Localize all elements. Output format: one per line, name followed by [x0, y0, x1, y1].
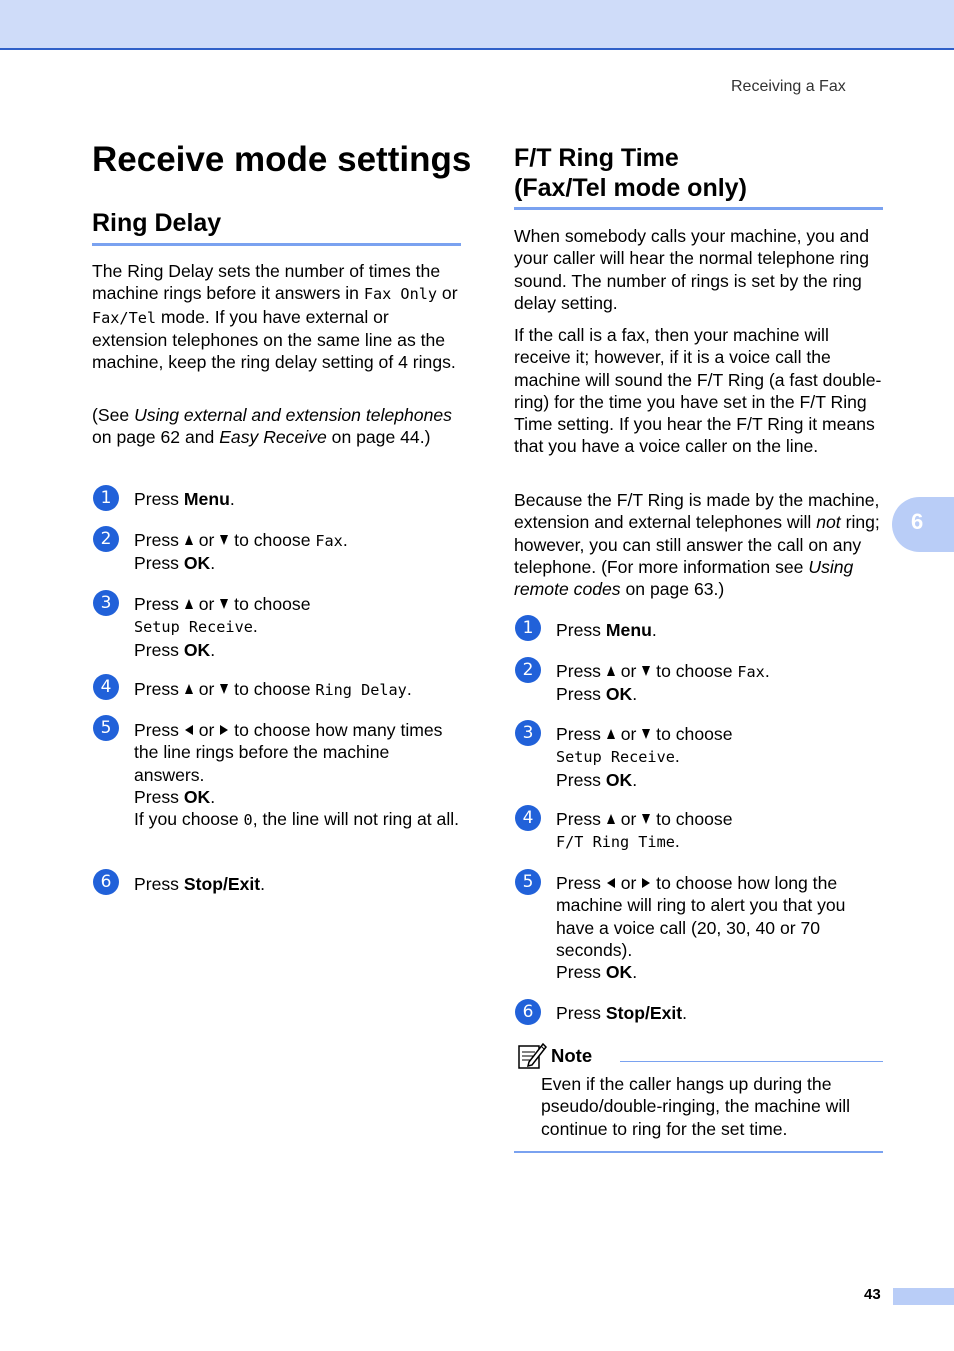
down-arrow-icon [642, 729, 650, 739]
step-label: or [615, 724, 642, 744]
step-label: Press [134, 639, 184, 660]
down-arrow-icon [642, 814, 650, 824]
cross-reference-link[interactable]: Easy Receive [219, 427, 327, 448]
step-label: Press [134, 489, 184, 509]
step-text [134, 593, 464, 661]
chapter-number: 6 [911, 509, 924, 534]
intro-text: or [437, 283, 458, 304]
up-arrow-icon [607, 814, 615, 824]
step-label: . [260, 874, 266, 894]
ok-key: OK [183, 786, 211, 807]
menu-value: Setup Receive [556, 748, 675, 767]
step-label: Press [556, 962, 606, 983]
step-text [134, 719, 464, 831]
menu-value: Fax [315, 532, 343, 550]
step-number-icon: 1 [515, 615, 541, 641]
intro-text: The Ring Delay sets the number of times the machine rings before it answers in [92, 261, 441, 304]
step-label: or [193, 594, 220, 614]
emphasis: not [816, 512, 841, 533]
step-text [134, 873, 464, 895]
intro-text: mode. If you have external or extension telephones on the same line as the machine, keep the ring delay setting of 4 rings. [92, 306, 456, 373]
ring-delay-intro [92, 260, 464, 373]
menu-key: Menu [183, 489, 230, 509]
ok-key: OK [183, 639, 211, 660]
ft-ring-paragraph [514, 489, 886, 600]
step-label: or [615, 661, 642, 681]
stop-exit-key: Stop/Exit [183, 874, 261, 894]
step-number-icon: 4 [515, 805, 541, 831]
step-label: Press [556, 620, 606, 640]
step-label: . [210, 786, 216, 807]
ring-delay-heading: Ring Delay [92, 209, 222, 237]
mode-fax-tel: Fax/Tel [92, 308, 157, 327]
step-label: . [252, 616, 258, 637]
step-text [134, 678, 464, 701]
note-pencil-icon [517, 1040, 547, 1070]
step-number-icon: 6 [93, 869, 119, 895]
step-label: Press [134, 720, 184, 740]
step-text [556, 1002, 886, 1024]
step-label: Press [556, 769, 606, 790]
down-arrow-icon [220, 599, 228, 609]
step-label: to choose [229, 530, 316, 550]
step-number-icon: 6 [515, 999, 541, 1025]
menu-value: 0 [243, 811, 253, 830]
step-label: Press [134, 786, 184, 807]
step-number-icon: 2 [93, 526, 119, 552]
down-arrow-icon [642, 666, 650, 676]
menu-value: F/T Ring Time [556, 833, 675, 852]
ok-key: OK [605, 769, 633, 790]
up-arrow-icon [607, 666, 615, 676]
ft-ring-paragraph: When somebody calls your machine, you and your caller will hear the normal telephone ring sound. The number of rings is set by the ring delay setting. [514, 226, 869, 313]
ft-ring-heading-line1: F/T Ring Time [514, 144, 679, 172]
step-text [556, 808, 886, 854]
step-label: . [229, 489, 235, 509]
step-label: Press [556, 661, 606, 681]
step-number-icon: 2 [515, 657, 541, 683]
step-label: . [632, 769, 638, 790]
ring-delay-see-also [92, 404, 462, 449]
step-label: to choose [651, 724, 733, 744]
paragraph-text: ring; however, you can still answer the call on any telephone. (For more information see [514, 512, 880, 577]
step-label: Press [134, 553, 184, 574]
step-label: If you choose [134, 809, 244, 830]
step-label: or [615, 809, 642, 829]
step-label: to choose [651, 661, 738, 681]
step-label: . [406, 679, 412, 699]
step-label: Press [134, 530, 184, 550]
left-arrow-icon [607, 878, 615, 888]
paragraph-text: on page 63.) [620, 579, 725, 600]
step-text [556, 619, 886, 641]
paragraph-text: Because the F/T Ring is made by the machine, extension and external telephones will [514, 490, 880, 533]
ring-delay-section-heading [92, 208, 461, 246]
step-label: . [632, 684, 638, 705]
step-text [556, 872, 886, 983]
step-label: to choose [651, 809, 733, 829]
ft-ring-section-heading [514, 143, 883, 210]
step-label: Press [556, 1003, 606, 1023]
up-arrow-icon [607, 729, 615, 739]
up-arrow-icon [185, 684, 193, 694]
step-label: or [615, 873, 642, 893]
note-rule [514, 1151, 883, 1153]
see-text: (See [92, 405, 135, 425]
step-label: to choose [229, 594, 311, 614]
ft-ring-heading-line2: (Fax/Tel mode only) [514, 174, 747, 202]
menu-key: Menu [605, 620, 652, 640]
step-label: . [342, 530, 348, 550]
step-label: Press [134, 679, 184, 699]
step-text [556, 723, 886, 791]
mode-fax-only: Fax Only [363, 285, 438, 304]
step-label: . [210, 553, 216, 574]
header-band [0, 0, 954, 50]
menu-value: Setup Receive [134, 618, 253, 637]
cross-reference-link[interactable]: Using external and extension telephones [134, 405, 452, 425]
cross-reference-link[interactable]: Using remote codes [514, 556, 854, 600]
stop-exit-key: Stop/Exit [605, 1003, 683, 1023]
step-label: to choose how many times the line rings before the machine answers. [134, 720, 443, 785]
step-number-icon: 3 [93, 590, 119, 616]
step-label: . [632, 962, 638, 983]
page-title: Receive mode settings [92, 140, 472, 179]
step-label: or [193, 530, 220, 550]
step-label: to choose how long the machine will ring to alert you that you have a voice call (20, 30, 40 or 70 seconds). [556, 873, 846, 960]
menu-value: Ring Delay [315, 681, 407, 699]
up-arrow-icon [185, 535, 193, 545]
step-label: . [764, 661, 770, 681]
step-label: , the line will not ring at all. [252, 809, 460, 830]
step-label: Press [556, 873, 606, 893]
note-text: Even if the caller hangs up during the pseudo/double-ringing, the machine will continue to ring for the set time. [541, 1074, 851, 1139]
chapter-tab[interactable] [892, 497, 954, 552]
step-label: Press [134, 874, 184, 894]
running-head: Receiving a Fax [731, 78, 846, 95]
step-label: to choose [229, 679, 316, 699]
step-label: . [651, 620, 657, 640]
step-label: . [682, 1003, 688, 1023]
step-number-icon: 1 [93, 485, 119, 511]
step-number-icon: 5 [93, 715, 119, 741]
step-label: Press [134, 594, 184, 614]
ok-key: OK [605, 962, 633, 983]
ok-key: OK [605, 684, 633, 705]
step-number-icon: 3 [515, 720, 541, 746]
right-arrow-icon [642, 878, 650, 888]
step-number-icon: 4 [93, 674, 119, 700]
step-label: Press [556, 684, 606, 705]
left-arrow-icon [185, 725, 193, 735]
step-number-icon: 5 [515, 869, 541, 895]
note-title: Note [551, 1045, 593, 1066]
note-box [514, 1040, 883, 1153]
right-arrow-icon [220, 725, 228, 735]
step-text [134, 488, 464, 510]
heading-rule [92, 243, 461, 246]
step-label: Press [556, 809, 606, 829]
step-label: . [674, 831, 680, 852]
step-text [134, 529, 464, 575]
step-label: . [210, 639, 216, 660]
page-number-bar [893, 1288, 954, 1305]
down-arrow-icon [220, 684, 228, 694]
ft-ring-paragraph: If the call is a fax, then your machine will receive it; however, if it is a voice call the machine will sound the F/T Ring (a fast double-ring) for the time you have set in the F/T Ring Time setting. If you hear the F/T Ring it means that you have a voice caller on the line. [514, 325, 882, 457]
note-rule [620, 1061, 883, 1062]
ok-key: OK [183, 553, 211, 574]
step-label: or [193, 720, 220, 740]
up-arrow-icon [185, 599, 193, 609]
menu-value: Fax [737, 663, 765, 681]
heading-rule [514, 207, 883, 210]
see-text: on page 62 and [92, 427, 220, 448]
step-label: Press [556, 724, 606, 744]
step-label: . [674, 746, 680, 767]
step-text [556, 660, 886, 706]
down-arrow-icon [220, 535, 228, 545]
page-number: 43 [864, 1286, 881, 1303]
step-label: or [193, 679, 220, 699]
see-text: on page 44.) [326, 427, 431, 448]
